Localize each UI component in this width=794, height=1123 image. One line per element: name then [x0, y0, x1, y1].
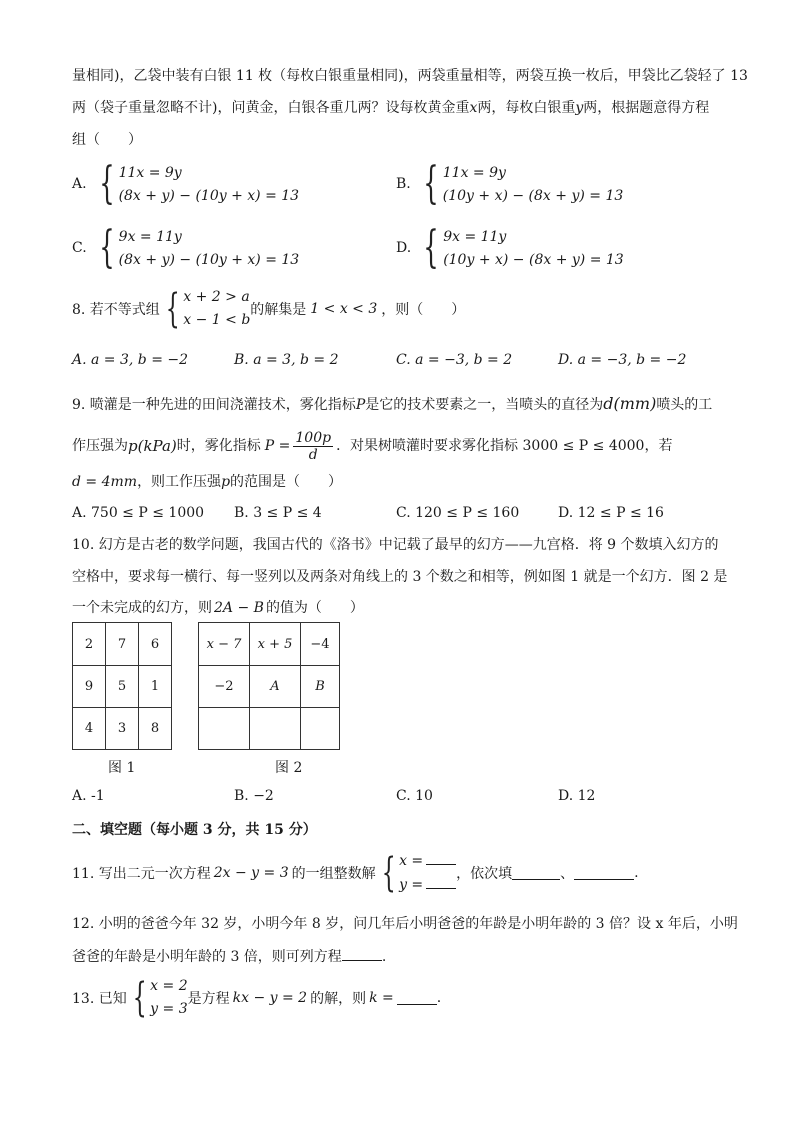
q11-prefix: 11. 写出二元一次方程 — [72, 865, 211, 882]
q8-option-c[interactable]: C. a = −3, b = 2 — [396, 352, 513, 368]
equation-1: 11x = 9y — [442, 164, 506, 181]
q11-eq2-text: y = — [399, 877, 424, 893]
answer-blank[interactable] — [342, 946, 382, 961]
q8-equation-2: x − 1 < b — [183, 312, 251, 328]
fig1-cell: 1 — [139, 666, 172, 708]
q13-suffix: 的解，则 — [310, 990, 367, 1007]
fig2-cell — [250, 708, 301, 750]
q9-formula-denominator: d — [308, 446, 318, 463]
fig2-cell: −4 — [301, 623, 340, 666]
brace-icon: { — [98, 222, 115, 273]
q11-eq1-text: x = — [399, 853, 424, 869]
q12-end: . — [381, 949, 387, 965]
blank-line[interactable] — [426, 874, 456, 889]
section-title: 二、填空题（每小题 3 分，共 15 分） — [72, 822, 317, 838]
answer-blank-2[interactable] — [574, 865, 634, 880]
q9-d-value: d = 4mm — [72, 474, 138, 490]
fig2-cell: A — [250, 666, 301, 708]
q10-line2: 空格中，要求每一横行、每一竖列以及两条对角线上的 3 个数之和相等，例如图 1 就是一个幻方．图 2 是 — [72, 569, 728, 585]
q10-line1: 10. 幻方是古老的数学问题，我国古代的《洛书》中记载了最早的幻方——九宫格．将 9 个数填入幻方的 — [72, 537, 719, 553]
q7-text-line2 — [72, 98, 709, 118]
brace-icon: { — [132, 974, 147, 1021]
q8-prefix: 8. 若不等式组 — [72, 301, 160, 318]
q9-p-var: p — [221, 474, 231, 490]
q9-text: 喷头的工 — [656, 397, 713, 413]
q9-text: ，则工作压强 — [137, 474, 222, 490]
q8-range: 1 < x < 3 — [310, 300, 378, 317]
fig1-cell: 8 — [139, 708, 172, 750]
q12-line1: 12. 小明的爸爸今年 32 岁，小明今年 8 岁，问几年后小明爸爸的年龄是小明年龄的 3 倍？设 x 年后，小明 — [72, 916, 738, 932]
q9-text: 的范围是（ ） — [230, 474, 343, 490]
q8-option-a[interactable]: A. a = 3, b = −2 — [72, 352, 189, 368]
q9-option-d[interactable]: D. 12 ≤ P ≤ 16 — [558, 505, 664, 521]
q8-equation-1: x + 2 > a — [183, 289, 250, 305]
brace-icon: { — [98, 158, 115, 209]
q9-formula-lhs: P = — [264, 438, 291, 454]
fig2-caption: 图 2 — [275, 760, 303, 776]
q9-line2 — [72, 428, 672, 464]
equation-2: (10y + x) − (8x + y) = 13 — [442, 187, 624, 204]
q9-line1 — [72, 394, 712, 415]
equation-1: 9x = 11y — [443, 228, 507, 245]
q13-eq2: y = 3 — [150, 1001, 188, 1017]
q10-option-a[interactable]: A. -1 — [72, 788, 105, 804]
q8-suffix: ，则（ ） — [381, 301, 466, 318]
q12-line2 — [72, 946, 386, 967]
q13-middle: 是方程 — [187, 990, 230, 1007]
blank-line[interactable] — [426, 850, 456, 865]
q11-suffix: ，依次填 — [456, 865, 513, 882]
fig1-cell: 6 — [139, 623, 172, 666]
q10-option-c[interactable]: C. 10 — [396, 788, 433, 804]
q11-equation: 2x − y = 3 — [213, 864, 289, 881]
q13-k: k = — [369, 989, 394, 1006]
brace-icon: { — [423, 158, 439, 209]
q8-middle: 的解集是 — [250, 301, 307, 318]
fig2-cell: −2 — [199, 666, 250, 708]
q8-option-d[interactable]: D. a = −3, b = −2 — [558, 352, 687, 368]
fig2-cell: B — [301, 666, 340, 708]
q7-text-line3: 组（ ） — [72, 132, 142, 148]
q9-formula-numerator: 100p — [295, 429, 332, 446]
q10-option-b[interactable]: B. −2 — [234, 788, 274, 804]
q13-eq1: x = 2 — [150, 978, 188, 994]
answer-blank[interactable] — [397, 990, 437, 1005]
q13-stem — [72, 976, 441, 1019]
q7-option-c[interactable] — [72, 222, 300, 273]
q10-line3 — [72, 598, 364, 618]
q11-eq1 — [399, 850, 456, 871]
q12-text: 爸爸的年龄是小明年龄的 3 倍，则可列方程 — [72, 949, 342, 965]
fig2-cell: x − 7 — [199, 623, 250, 666]
fig2-cell — [199, 708, 250, 750]
q9-text: 9. 喷灌是一种先进的田间浇灌技术，雾化指标 — [72, 397, 356, 413]
q13-equation: kx − y = 2 — [232, 989, 308, 1006]
fig1-cell: 9 — [73, 666, 106, 708]
q11-middle: 的一组整数解 — [291, 865, 376, 882]
q8-stem — [72, 287, 465, 330]
var-y: y — [575, 100, 584, 116]
option-label: C. — [72, 240, 87, 256]
q9-text: 时，雾化指标 — [176, 438, 261, 454]
q11-eq2 — [399, 874, 456, 895]
equation-1: 9x = 11y — [118, 228, 182, 245]
answer-blank-1[interactable] — [512, 865, 560, 880]
equation-2: (8x + y) − (10y + x) = 13 — [118, 187, 300, 204]
brace-icon: { — [423, 222, 439, 273]
q7-option-a[interactable] — [72, 158, 300, 209]
q7-text-line2-a: 两（袋子重量忽略不计)，问黄金，白银各重几两？设每枚黄金重 — [72, 100, 470, 116]
q10-text: 一个未完成的幻方，则 — [72, 600, 212, 616]
option-label: D. — [396, 240, 412, 256]
magic-square-figure-1 — [72, 622, 172, 750]
q9-line3 — [72, 472, 342, 492]
q9-option-a[interactable]: A. 750 ≤ P ≤ 1000 — [72, 505, 205, 521]
q11-separator: 、 — [560, 865, 575, 882]
equation-2: (8x + y) − (10y + x) = 13 — [118, 251, 300, 268]
q11-end: . — [634, 864, 639, 881]
q9-text: 是它的技术要素之一，当喷头的直径为 — [365, 397, 604, 413]
q9-p-kpa: p(kPa) — [128, 437, 177, 455]
q7-text-line2-b: 两，每枚白银重 — [477, 100, 576, 116]
q9-d-mm: d(mm) — [603, 394, 657, 413]
equation-2: (10y + x) − (8x + y) = 13 — [443, 251, 624, 268]
q10-option-d[interactable]: D. 12 — [558, 788, 596, 804]
var-x: x — [469, 100, 478, 116]
q13-end: . — [436, 989, 442, 1006]
option-label: A. — [72, 176, 87, 192]
q11-stem — [72, 850, 639, 895]
q9-option-c[interactable]: C. 120 ≤ P ≤ 160 — [396, 505, 520, 521]
fig2-cell — [301, 708, 340, 750]
q9-formula-fraction — [293, 430, 333, 463]
q8-option-b[interactable]: B. a = 3, b = 2 — [234, 352, 339, 368]
fig1-cell: 3 — [106, 708, 139, 750]
q9-option-b[interactable]: B. 3 ≤ P ≤ 4 — [234, 505, 322, 521]
q10-text: 的值为（ ） — [265, 600, 364, 616]
q7-option-d[interactable] — [396, 222, 624, 273]
q9-p: P — [355, 397, 366, 413]
q7-text-line1: 量相同)，乙袋中装有白银 11 枚（每枚白银重量相同)，两袋重量相等，两袋互换一枚后，甲袋比乙袋轻了 13 — [72, 68, 748, 84]
q7-text-line2-c: 两，根据题意得方程 — [583, 100, 710, 116]
fig1-caption: 图 1 — [108, 760, 136, 776]
q13-prefix: 13. 已知 — [72, 990, 127, 1007]
fig1-cell: 7 — [106, 623, 139, 666]
fig1-cell: 5 — [106, 666, 139, 708]
fig1-cell: 4 — [73, 708, 106, 750]
brace-icon: { — [165, 285, 180, 332]
magic-square-figure-2 — [198, 622, 340, 750]
q7-option-b[interactable] — [396, 158, 624, 209]
q10-expr: 2A − B — [214, 600, 264, 616]
q9-text: 作压强为 — [72, 438, 128, 454]
fig2-cell: x + 5 — [250, 623, 301, 666]
option-label: B. — [396, 176, 411, 192]
brace-icon: { — [381, 849, 396, 896]
q9-text: ．对果树喷灌时要求雾化指标 3000 ≤ P ≤ 4000，若 — [336, 438, 673, 454]
fig1-cell: 2 — [73, 623, 106, 666]
equation-1: 11x = 9y — [118, 164, 182, 181]
